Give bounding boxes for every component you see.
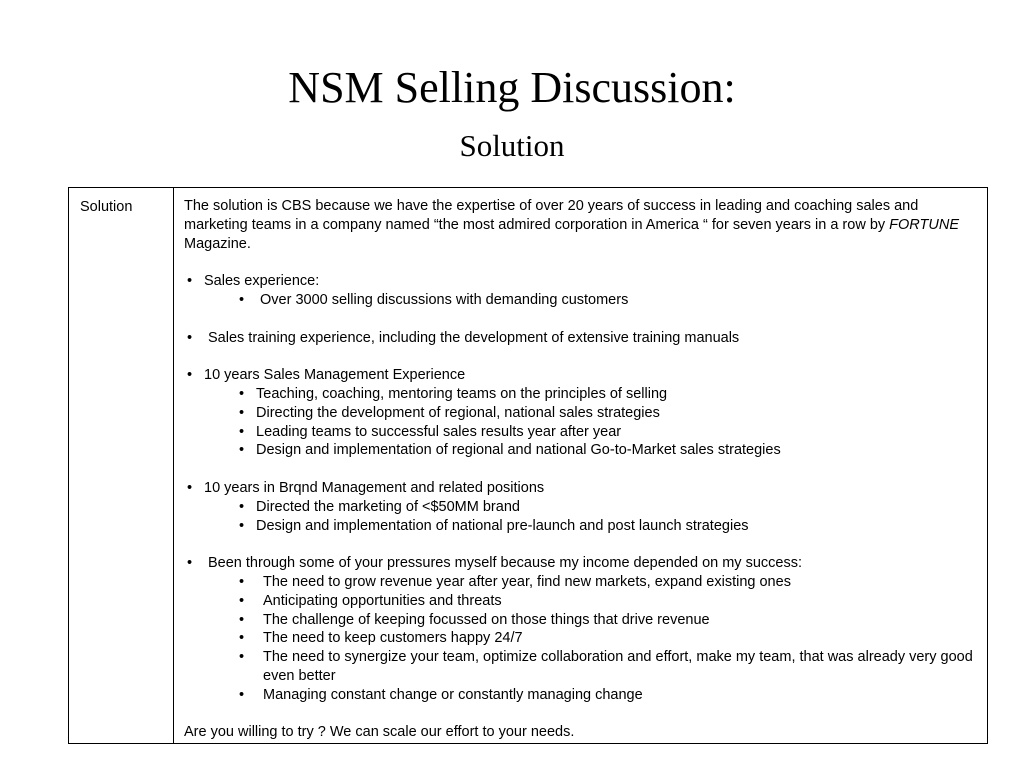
bullet-icon: • bbox=[239, 291, 245, 308]
bullet-icon: • bbox=[187, 273, 193, 290]
list-item-text: The need to keep customers happy 24/7 bbox=[263, 630, 523, 647]
bullet-icon: • bbox=[239, 385, 245, 402]
list-item bbox=[184, 404, 979, 423]
spacer bbox=[184, 347, 979, 366]
list-item-text: Design and implementation of regional and national Go-to-Market sales strategies bbox=[256, 442, 781, 459]
spacer bbox=[184, 535, 979, 554]
solution-table bbox=[68, 187, 988, 744]
list-item bbox=[184, 385, 979, 404]
row-label-cell bbox=[69, 188, 174, 743]
bullet-icon: • bbox=[239, 423, 245, 440]
bullet-icon: • bbox=[187, 479, 193, 496]
slide-title: NSM Selling Discussion: bbox=[288, 63, 736, 112]
bullet-icon: • bbox=[239, 630, 245, 647]
bullet-icon: • bbox=[187, 367, 193, 384]
list-item-text: Leading teams to successful sales results year after year bbox=[256, 423, 622, 440]
list-item bbox=[184, 648, 979, 686]
section-heading-sales-management bbox=[184, 366, 979, 385]
section-heading-sales-experience bbox=[184, 272, 979, 291]
spacer bbox=[184, 705, 979, 724]
section-heading-text: Been through some of your pressures myself because my income depended on my success: bbox=[208, 555, 802, 572]
bullet-icon: • bbox=[239, 517, 245, 534]
slide-subtitle: Solution bbox=[459, 128, 565, 163]
list-item-text: Managing constant change or constantly managing change bbox=[263, 686, 643, 703]
list-item-text: Teaching, coaching, mentoring teams on the principles of selling bbox=[256, 385, 668, 402]
bullet-icon: • bbox=[239, 573, 245, 590]
list-item bbox=[184, 573, 979, 592]
list-item-text: The challenge of keeping focussed on those things that drive revenue bbox=[263, 611, 710, 628]
bullet-icon: • bbox=[239, 686, 245, 703]
section-heading-brand-management bbox=[184, 479, 979, 498]
list-item-text: Anticipating opportunities and threats bbox=[263, 592, 502, 609]
list-item-text: Directing the development of regional, national sales strategies bbox=[256, 404, 660, 421]
list-item-text: The need to grow revenue year after year, find new markets, expand existing ones bbox=[263, 573, 791, 590]
list-item-text: Design and implementation of national pre-launch and post launch strategies bbox=[256, 517, 749, 534]
bullet-icon: • bbox=[187, 329, 193, 346]
intro-paragraph bbox=[184, 197, 979, 253]
list-item bbox=[184, 441, 979, 460]
section-heading-text: Sales training experience, including the development of extensive training manuals bbox=[208, 329, 740, 346]
list-item bbox=[184, 291, 979, 310]
intro-text-end: Magazine. bbox=[184, 235, 251, 252]
section-heading-sales-training bbox=[184, 329, 979, 348]
closing-line: Are you willing to try ? We can scale our effort to your needs. bbox=[184, 724, 575, 741]
list-item bbox=[184, 498, 979, 517]
bullet-icon: • bbox=[239, 404, 245, 421]
bullet-icon: • bbox=[239, 442, 245, 459]
bullet-icon: • bbox=[239, 611, 245, 628]
row-content-cell bbox=[174, 188, 987, 743]
bullet-icon: • bbox=[187, 555, 193, 572]
bullet-icon: • bbox=[239, 649, 245, 666]
list-item-text: Over 3000 selling discussions with demanding customers bbox=[260, 291, 629, 308]
list-item bbox=[184, 686, 979, 705]
list-item bbox=[184, 611, 979, 630]
bullet-icon: • bbox=[239, 592, 245, 609]
section-heading-text: 10 years in Brqnd Management and related positions bbox=[204, 479, 545, 496]
spacer bbox=[184, 310, 979, 329]
list-item-text: The need to synergize your team, optimize collaboration and effort, make my team, that was already very good even better bbox=[263, 649, 973, 684]
list-item bbox=[184, 592, 979, 611]
row-label: Solution bbox=[80, 199, 133, 215]
section-heading-text: Sales experience: bbox=[204, 273, 320, 290]
list-item bbox=[184, 423, 979, 442]
intro-emphasis: FORTUNE bbox=[889, 216, 959, 233]
intro-text: The solution is CBS because we have the expertise of over 20 years of success in leading and coaching sales and marketing teams in a company named “the most admired corporation in America “ for seven years in a row by bbox=[184, 198, 919, 233]
list-item bbox=[184, 517, 979, 536]
bullet-icon: • bbox=[239, 498, 245, 515]
list-item bbox=[184, 629, 979, 648]
section-heading-text: 10 years Sales Management Experience bbox=[204, 367, 466, 384]
spacer bbox=[184, 253, 979, 272]
spacer bbox=[184, 460, 979, 479]
section-heading-pressures bbox=[184, 554, 979, 573]
list-item-text: Directed the marketing of <$50MM brand bbox=[256, 498, 520, 515]
